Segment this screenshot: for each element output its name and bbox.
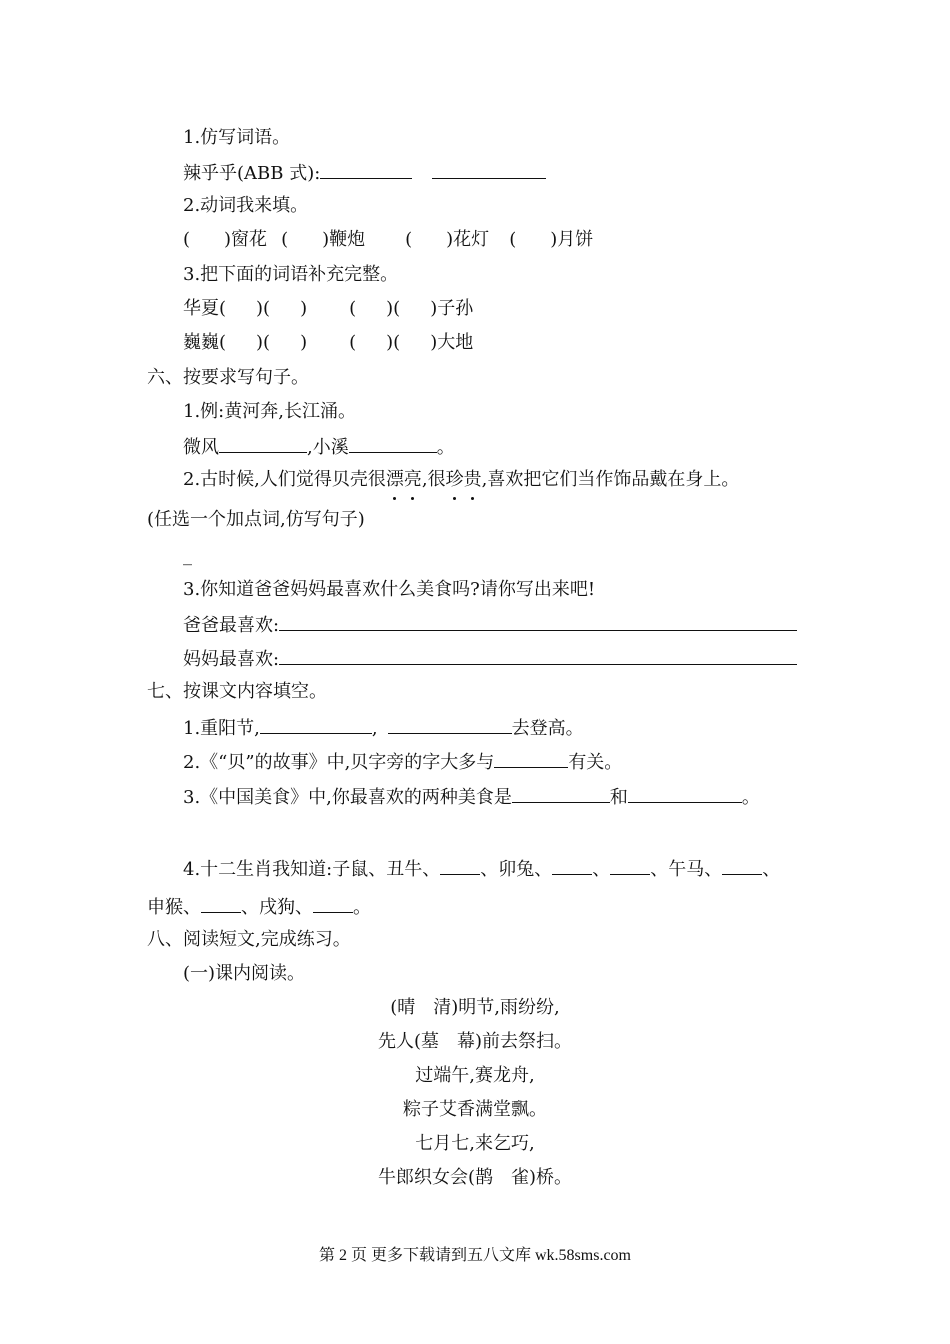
s7-q2-blank[interactable]	[494, 749, 568, 768]
s6-q2-post: ,喜欢把它们当作饰品戴在身上。	[481, 469, 740, 490]
s6-q3-title: 3.你知道爸爸妈妈最喜欢什么美食吗?请你写出来吧!	[183, 579, 596, 600]
s6-q2-sentence	[183, 468, 739, 492]
section-7-title: 七、按课文内容填空。	[147, 681, 327, 702]
poem-line-4: 粽子艾香满堂飘。	[403, 1099, 547, 1120]
section-6-title: 六、按要求写句子。	[147, 367, 309, 388]
q2-open-1: (	[183, 229, 191, 250]
s7-q4-b: 、	[592, 859, 611, 880]
q3-row2-end: )大地	[430, 332, 474, 353]
s7-q1-blank-2[interactable]	[388, 715, 512, 734]
q2-item-1: )窗花	[224, 229, 268, 250]
q1-row	[183, 160, 546, 186]
s7-q2-row	[183, 749, 622, 775]
poem-line-1: (晴 清)明节,雨纷纷,	[390, 997, 560, 1018]
s7-q1-pre: 1.重阳节,	[183, 718, 260, 739]
s7-q4-pre: 4.十二生肖我知道:子鼠、丑牛、	[183, 859, 441, 880]
s7-q1-row	[183, 715, 584, 741]
q3-title: 3.把下面的词语补充完整。	[183, 264, 399, 285]
q1-blank-2[interactable]	[432, 160, 546, 179]
q3-row-2	[183, 331, 473, 355]
s6-q3-mom-row	[183, 646, 797, 672]
q3-row2-close: )	[300, 332, 308, 353]
s7-q3-row	[183, 784, 760, 810]
s6-q3-mom-label: 妈妈最喜欢:	[183, 649, 280, 670]
s7-q2-pre: 2.《“贝”的故事》中,贝字旁的字大多与	[183, 752, 495, 773]
dotted-char-1: 漂	[385, 469, 404, 490]
s7-q4-row-1	[183, 856, 780, 882]
poem-line-5: 七月七,来乞巧,	[415, 1133, 535, 1154]
dotted-char-4: 贵	[463, 469, 482, 490]
q3-row1-start: 华夏(	[183, 298, 227, 319]
s6-q1-a: 微风	[183, 437, 219, 458]
q1-label: 辣乎乎(ABB 式):	[183, 163, 321, 184]
section-8-title: 八、阅读短文,完成练习。	[147, 929, 351, 950]
q1-title: 1.仿写词语。	[183, 127, 291, 148]
s6-q3-mom-blank[interactable]	[279, 646, 797, 665]
s6-q2-pre: 2.古时候,人们觉得贝壳很	[183, 469, 386, 490]
s7-q4-line2-b: 、戌狗、	[241, 897, 313, 918]
s7-q3-pre: 3.《中国美食》中,你最喜欢的两种美食是	[183, 787, 512, 808]
s7-q4-blank-6[interactable]	[313, 894, 353, 913]
s6-q1-b: ,小溪	[307, 437, 349, 458]
s7-q4-line2-a: 申猴、	[147, 897, 201, 918]
s7-q4-blank-5[interactable]	[201, 894, 241, 913]
q2-row	[183, 228, 593, 252]
s6-q2-note: (任选一个加点词,仿写句子)	[147, 509, 365, 530]
q2-open-2: (	[281, 229, 289, 250]
s7-q4-blank-3[interactable]	[610, 856, 650, 875]
s8-subtitle: (一)课内阅读。	[183, 963, 306, 984]
poem-line-6: 牛郎织女会(鹊 雀)桥。	[377, 1167, 573, 1188]
q3-row2-mid-2: )(	[386, 332, 401, 353]
s6-q2-mid: ,很	[421, 469, 446, 490]
s7-q3-blank-2[interactable]	[628, 784, 742, 803]
s7-q3-post: 。	[741, 787, 760, 808]
s7-q1-post: 去登高。	[511, 718, 584, 739]
s7-q4-blank-1[interactable]	[440, 856, 480, 875]
q3-row2-start: 巍巍(	[183, 332, 227, 353]
q3-row1-close: )	[300, 298, 308, 319]
s7-q1-sep: ,	[371, 718, 378, 739]
dotted-char-3: 珍	[445, 469, 464, 490]
s6-q1-blank-1[interactable]	[219, 434, 307, 453]
page-footer: 第 2 页 更多下载请到五八文库 wk.58sms.com	[318, 1247, 631, 1264]
s7-q4-a: 、卯兔、	[480, 859, 553, 880]
s6-q3-dad-blank[interactable]	[279, 612, 797, 631]
s7-q4-blank-2[interactable]	[552, 856, 592, 875]
q3-row1-mid-2: )(	[386, 298, 401, 319]
q3-row1-open: (	[349, 298, 357, 319]
q2-open-3: (	[405, 229, 413, 250]
dotted-char-2: 亮	[403, 469, 422, 490]
s7-q4-c: 、午马、	[650, 859, 723, 880]
q2-item-3: )花灯	[446, 229, 490, 250]
q3-row1-end: )子孙	[430, 298, 474, 319]
s6-q3-dad-label: 爸爸最喜欢:	[183, 615, 280, 636]
s7-q4-d: 、	[762, 859, 781, 880]
s7-q4-row-2	[147, 894, 371, 920]
q3-row2-open: (	[349, 332, 357, 353]
q1-blank-1[interactable]	[320, 160, 412, 179]
q3-row2-mid: )(	[256, 332, 271, 353]
s7-q4-blank-4[interactable]	[722, 856, 762, 875]
s7-q2-post: 有关。	[568, 752, 623, 773]
q2-open-4: (	[509, 229, 517, 250]
s7-q4-line2-c: 。	[353, 897, 371, 918]
q3-row1-mid: )(	[256, 298, 271, 319]
s6-q1-blank-2[interactable]	[349, 434, 437, 453]
q3-row-1	[183, 297, 473, 321]
poem-line-2: 先人(墓 幕)前去祭扫。	[377, 1031, 573, 1052]
s6-q2-answer-line[interactable]: _	[183, 545, 192, 566]
s6-q1-title: 1.例:黄河奔,长江涌。	[183, 401, 356, 422]
s7-q1-blank-1[interactable]	[260, 715, 372, 734]
s6-q1-end: 。	[436, 437, 455, 458]
s6-q3-dad-row	[183, 612, 797, 638]
poem-line-3: 过端午,赛龙舟,	[415, 1065, 535, 1086]
s7-q3-mid: 和	[609, 787, 628, 808]
s6-q1-row	[183, 434, 455, 460]
q2-title: 2.动词我来填。	[183, 195, 309, 216]
q2-item-4: )月饼	[550, 229, 594, 250]
s7-q3-blank-1[interactable]	[512, 784, 610, 803]
q2-item-2: )鞭炮	[322, 229, 366, 250]
